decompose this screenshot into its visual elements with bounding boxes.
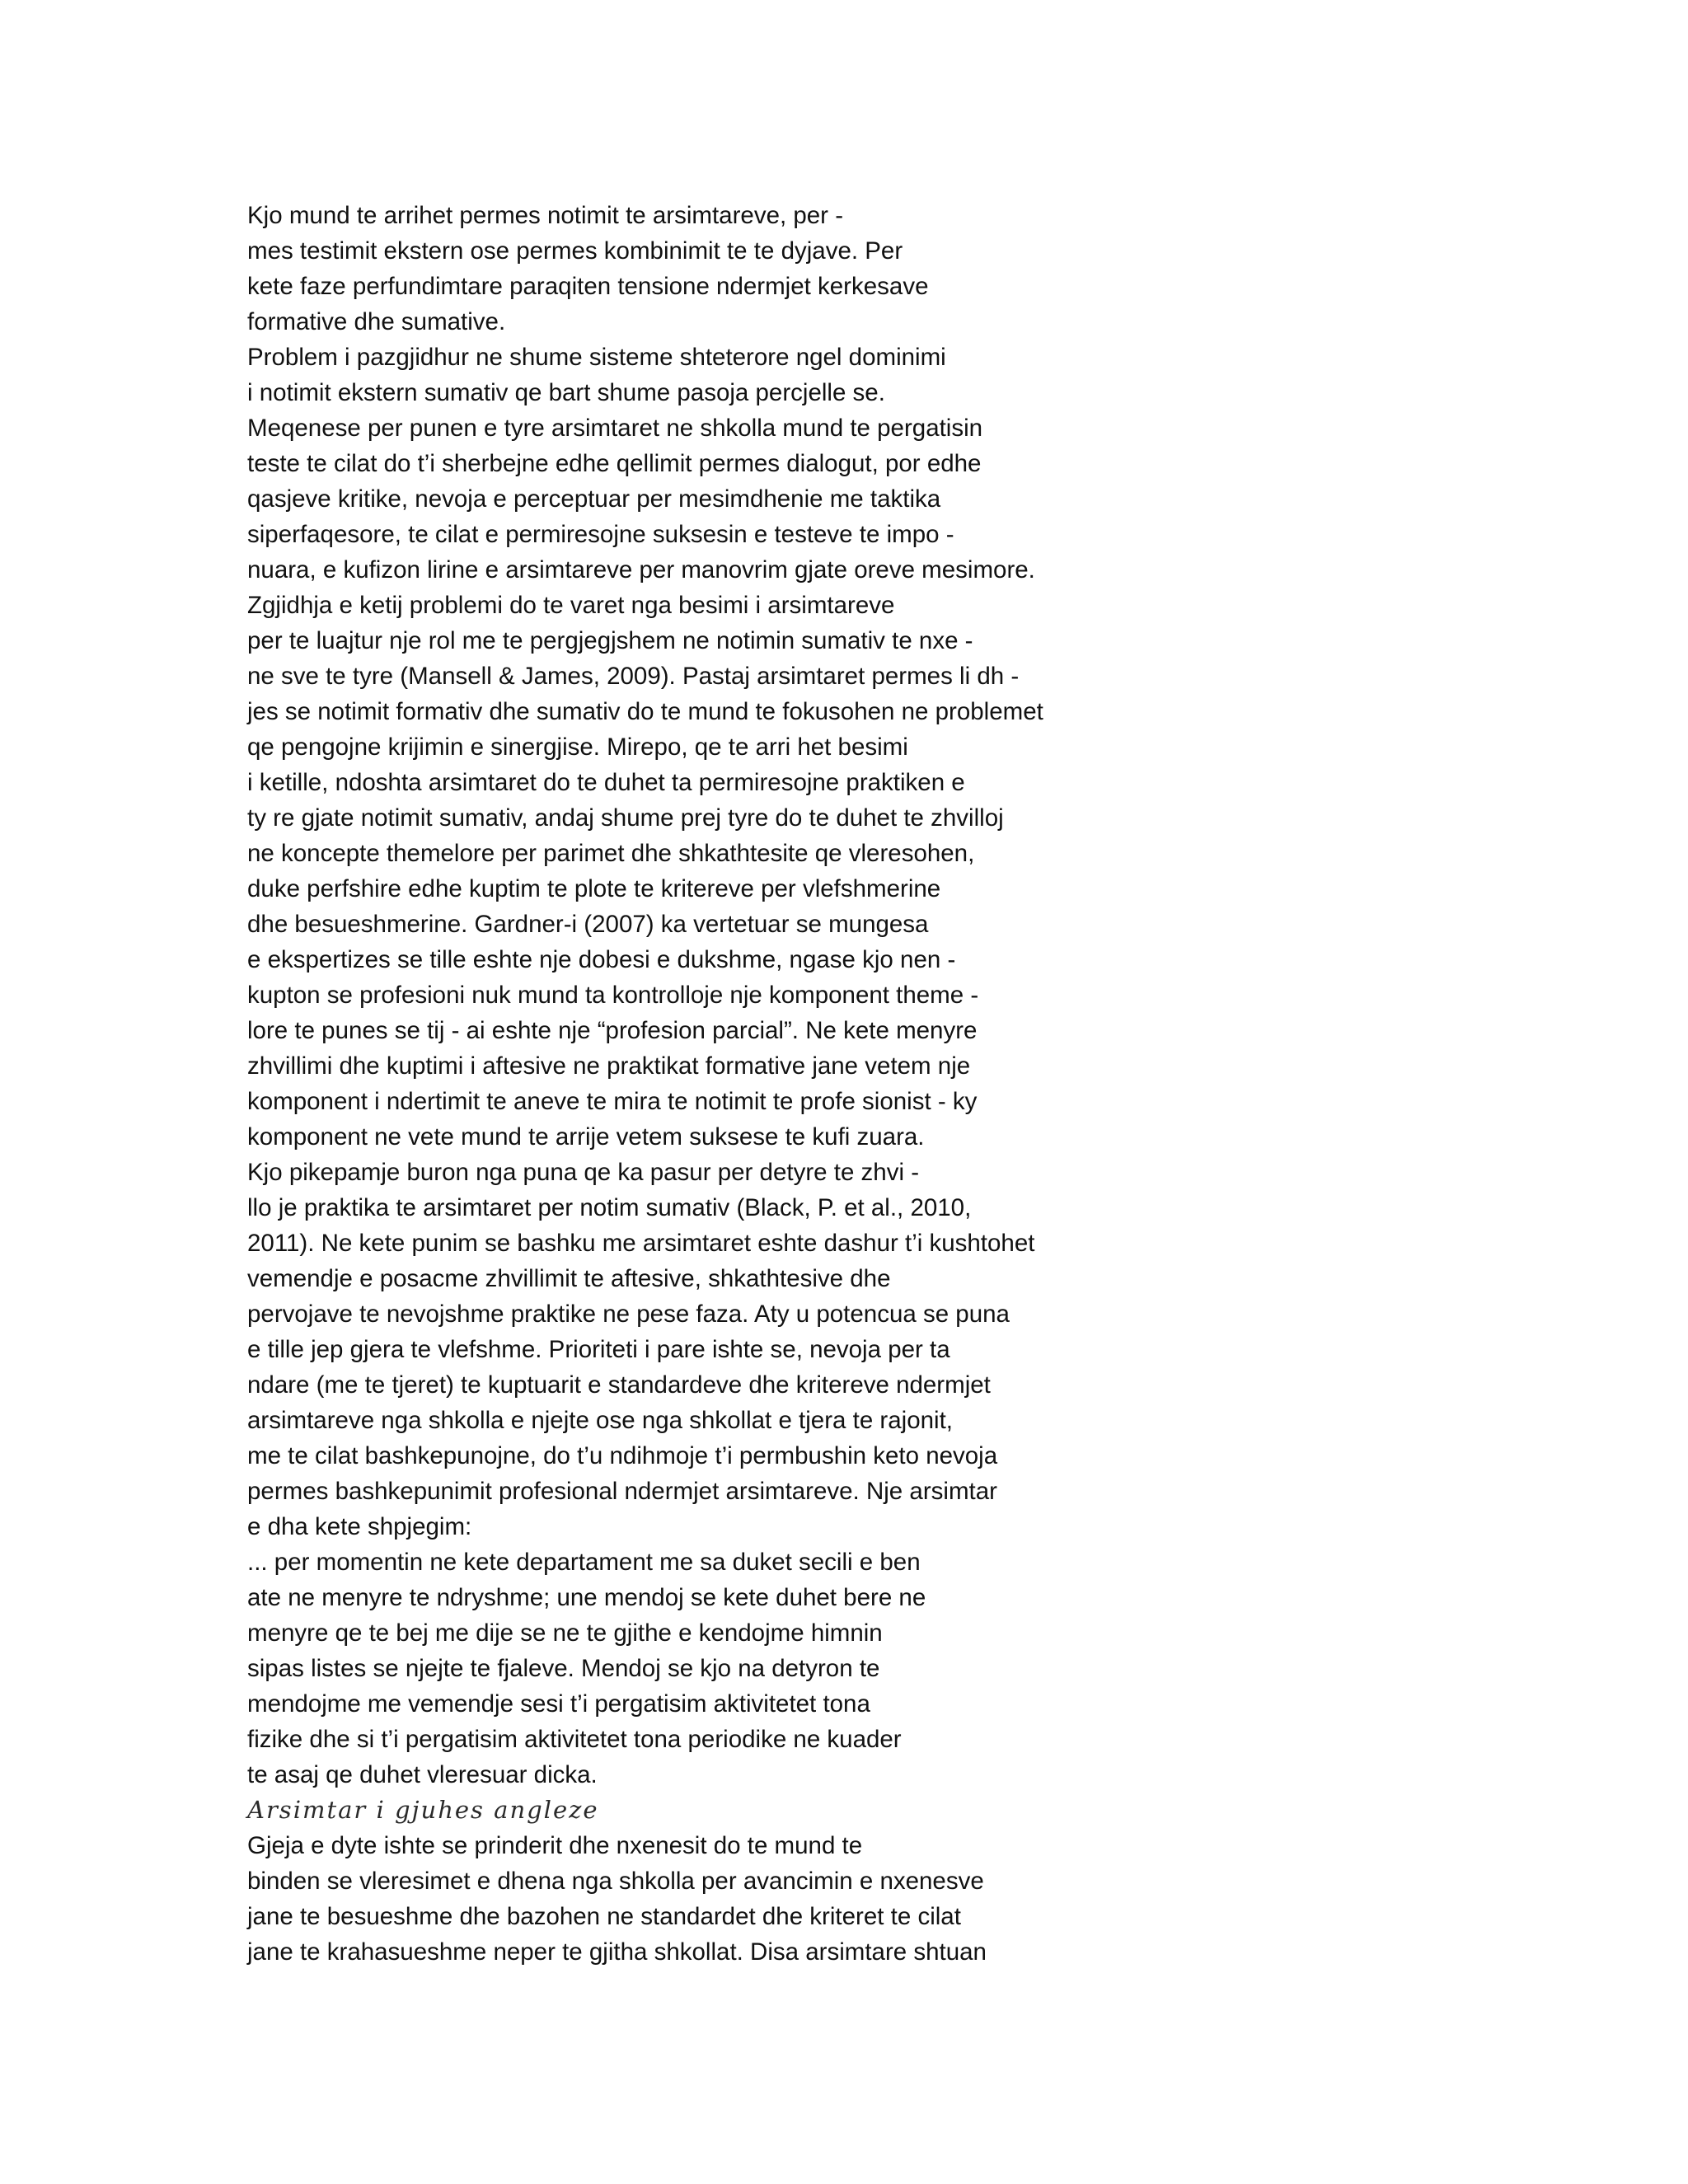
text-line: Meqenese per punen e tyre arsimtaret ne shkolla mund te pergatisin bbox=[247, 415, 983, 442]
text-line: per te luajtur nje rol me te pergjegjshem ne notimin sumativ te nxe - bbox=[247, 627, 973, 654]
quote-line: ate ne menyre te ndryshme; une mendoj se kete duhet bere ne bbox=[247, 1584, 926, 1611]
body-text bbox=[247, 198, 1500, 1970]
text-line: jane te besueshme dhe bazohen ne standardet dhe kriteret te cilat bbox=[247, 1903, 961, 1930]
quote-line: mendojme me vemendje sesi t’i pergatisim aktivitetet tona bbox=[247, 1690, 870, 1718]
text-line: Zgjidhja e ketij problemi do te varet nga besimi i arsimtareve bbox=[247, 592, 895, 619]
text-line: Kjo mund te arrihet permes notimit te arsimtareve, per - bbox=[247, 202, 844, 229]
text-line: binden se vleresimet e dhena nga shkolla per avancimin e nxenesve bbox=[247, 1868, 984, 1895]
text-line: qe pengojne krijimin e sinergjise. Mirepo, qe te arri het besimi bbox=[247, 733, 908, 761]
text-line: arsimtareve nga shkolla e njejte ose nga shkollat e tjera te rajonit, bbox=[247, 1407, 953, 1434]
text-line: komponent i ndertimit te aneve te mira te notimit te profe sionist - ky bbox=[247, 1088, 978, 1115]
text-line: formative dhe sumative. bbox=[247, 308, 506, 335]
paragraph-4 bbox=[247, 1828, 1500, 1970]
paragraph-2 bbox=[247, 340, 1500, 1155]
block-quote bbox=[247, 1544, 1500, 1793]
text-line: siperfaqesore, te cilat e permiresojne suksesin e testeve te impo - bbox=[247, 521, 954, 548]
quote-line: ... per momentin ne kete departament me sa duket secili e ben bbox=[247, 1549, 921, 1576]
text-line: komponent ne vete mund te arrije vetem suksese te kufi zuara. bbox=[247, 1123, 925, 1151]
quote-line: te asaj qe duhet vleresuar dicka. bbox=[247, 1761, 598, 1788]
text-line: mes testimit ekstern ose permes kombinimit te te dyjave. Per bbox=[247, 237, 903, 265]
text-line: jane te krahasueshme neper te gjitha shkollat. Disa arsimtare shtuan bbox=[247, 1938, 987, 1966]
text-line: nuara, e kufizon lirine e arsimtareve per manovrim gjate oreve mesimore. bbox=[247, 556, 1035, 583]
text-line: Gjeja e dyte ishte se prinderit dhe nxenesit do te mund te bbox=[247, 1832, 863, 1859]
quote-attribution: Arsimtar i gjuhes angleze bbox=[247, 1796, 599, 1824]
quote-line: sipas listes se njejte te fjaleve. Mendoj se kjo na detyron te bbox=[247, 1655, 880, 1682]
text-line: ne koncepte themelore per parimet dhe shkathtesite qe vleresohen, bbox=[247, 840, 975, 867]
text-line: qasjeve kritike, nevoja e perceptuar per mesimdhenie me taktika bbox=[247, 485, 941, 513]
text-line: i notimit ekstern sumativ qe bart shume pasoja percjelle se. bbox=[247, 379, 885, 406]
paragraph-3 bbox=[247, 1155, 1500, 1544]
text-line: kupton se profesioni nuk mund ta kontrolloje nje komponent theme - bbox=[247, 982, 979, 1009]
text-line: zhvillimi dhe kuptimi i aftesive ne praktikat formative jane vetem nje bbox=[247, 1052, 971, 1080]
text-line: kete faze perfundimtare paraqiten tensione ndermjet kerkesave bbox=[247, 273, 929, 300]
text-line: permes bashkepunimit profesional ndermjet arsimtareve. Nje arsimtar bbox=[247, 1478, 997, 1505]
text-line: Problem i pazgjidhur ne shume sisteme shteterore ngel dominimi bbox=[247, 344, 946, 371]
text-line: lore te punes se tij - ai eshte nje “profesion parcial”. Ne kete menyre bbox=[247, 1017, 978, 1044]
text-line: Kjo pikepamje buron nga puna qe ka pasur per detyre te zhvi - bbox=[247, 1159, 920, 1186]
text-line: ty re gjate notimit sumativ, andaj shume prej tyre do te duhet te zhvilloj bbox=[247, 804, 1004, 832]
text-line: 2011). Ne kete punim se bashku me arsimtaret eshte dashur t’i kushtohet bbox=[247, 1230, 1035, 1257]
text-line: e dha kete shpjegim: bbox=[247, 1513, 472, 1540]
text-line: e ekspertizes se tille eshte nje dobesi e dukshme, ngase kjo nen - bbox=[247, 946, 956, 973]
text-line: ndare (me te tjeret) te kuptuarit e standardeve dhe kritereve ndermjet bbox=[247, 1371, 991, 1399]
text-line: jes se notimit formativ dhe sumativ do te mund te fokusohen ne problemet bbox=[247, 698, 1043, 725]
paragraph-1 bbox=[247, 198, 1500, 340]
text-line: pervojave te nevojshme praktike ne pese faza. Aty u potencua se puna bbox=[247, 1301, 1010, 1328]
text-line: llo je praktika te arsimtaret per notim sumativ (Black, P. et al., 2010, bbox=[247, 1194, 972, 1221]
text-line: dhe besueshmerine. Gardner-i (2007) ka vertetuar se mungesa bbox=[247, 911, 929, 938]
text-line: ne sve te tyre (Mansell & James, 2009). Pastaj arsimtaret permes li dh - bbox=[247, 663, 1020, 690]
text-line: vemendje e posacme zhvillimit te aftesive, shkathtesive dhe bbox=[247, 1265, 891, 1292]
text-line: i ketille, ndoshta arsimtaret do te duhet ta permiresojne praktiken e bbox=[247, 769, 965, 796]
quote-line: fizike dhe si t’i pergatisim aktivitetet tona periodike ne kuader bbox=[247, 1726, 902, 1753]
text-line: teste te cilat do t’i sherbejne edhe qellimit permes dialogut, por edhe bbox=[247, 450, 982, 477]
quote-line: menyre qe te bej me dije se ne te gjithe e kendojme himnin bbox=[247, 1619, 883, 1647]
text-line: me te cilat bashkepunojne, do t’u ndihmoje t’i permbushin keto nevoja bbox=[247, 1442, 998, 1469]
text-line: e tille jep gjera te vlefshme. Prioriteti i pare ishte se, nevoja per ta bbox=[247, 1336, 950, 1363]
text-line: duke perfshire edhe kuptim te plote te kritereve per vlefshmerine bbox=[247, 875, 941, 902]
